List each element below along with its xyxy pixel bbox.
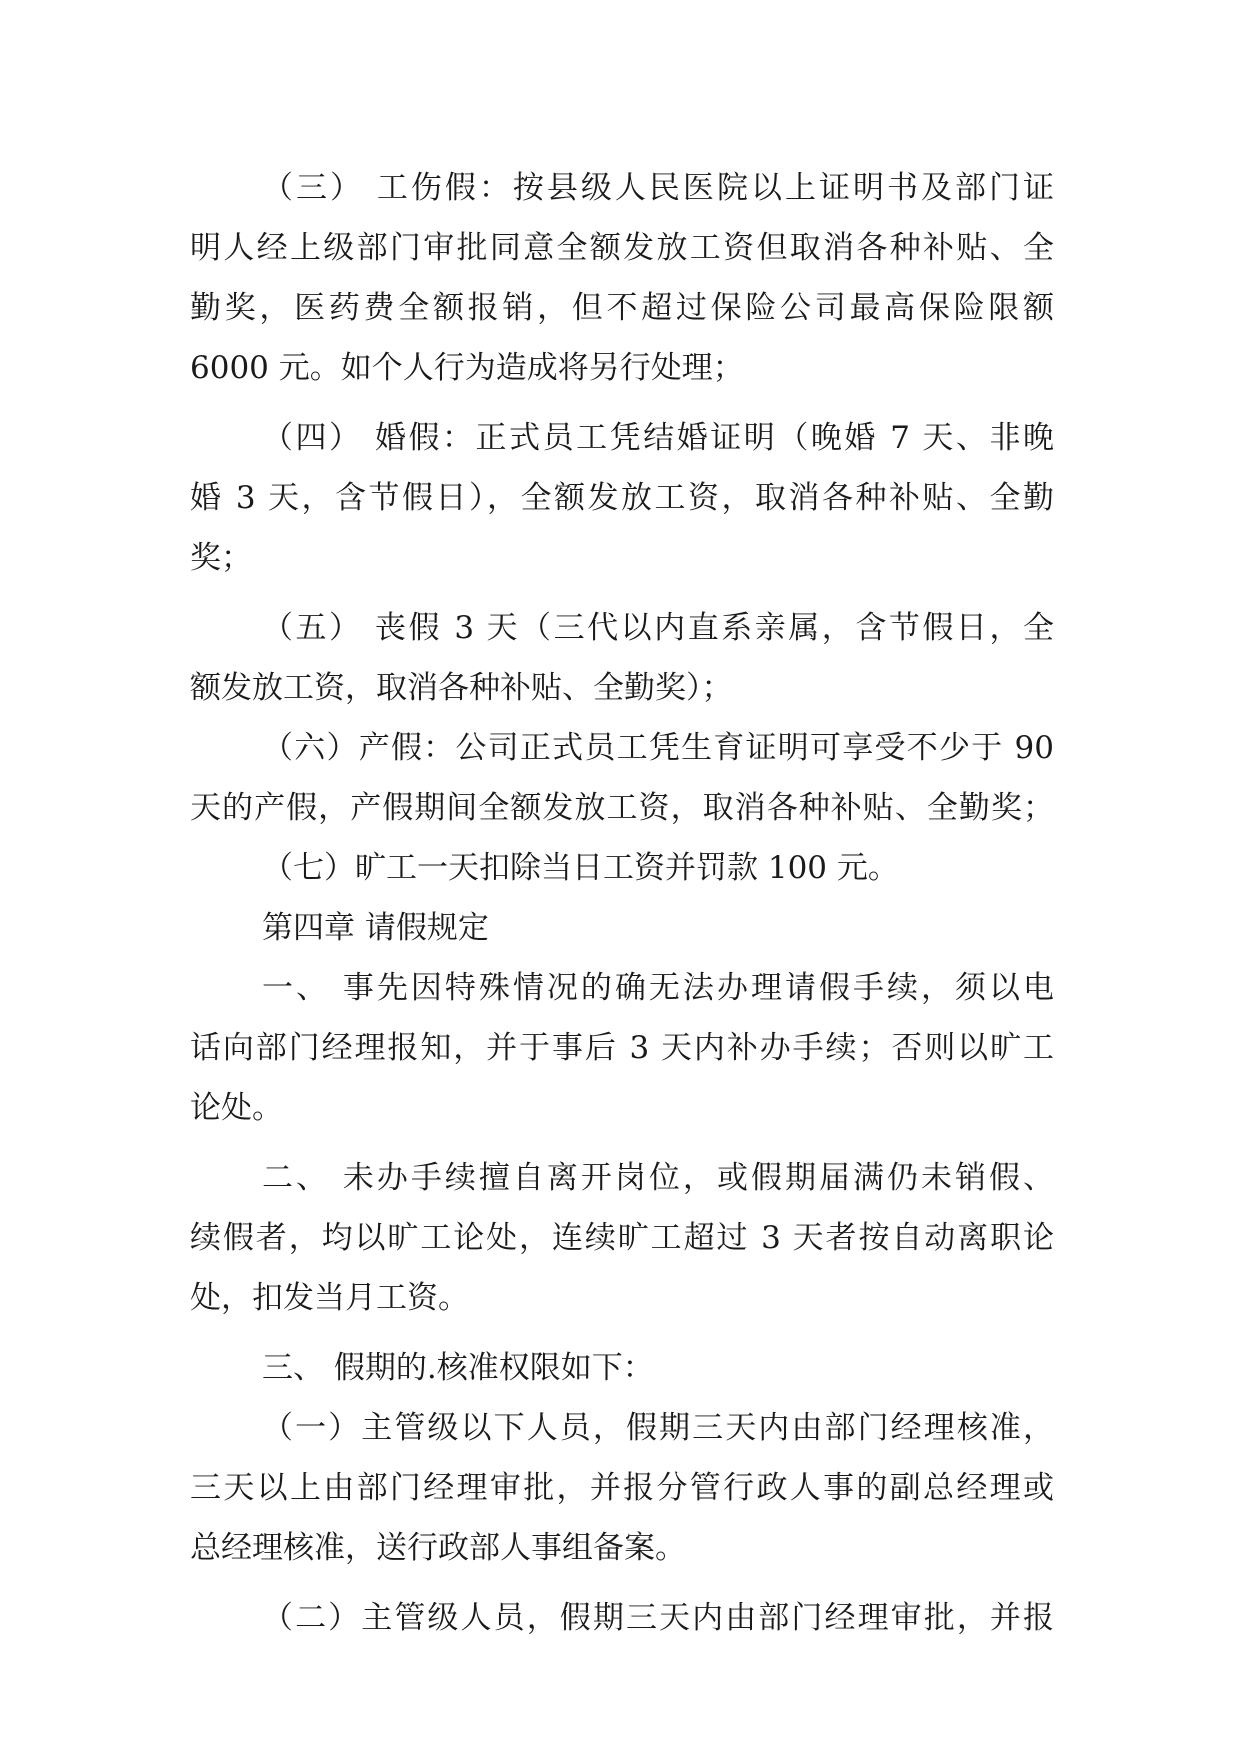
paragraph-line: （五） 丧假 3 天（三代以内直系亲属，含节假日，全 [262, 610, 1054, 646]
paragraph-gap [190, 588, 1054, 598]
paragraph-gap [190, 398, 1054, 408]
paragraph-line: 额发放工资，取消各种补贴、全勤奖）； [190, 670, 733, 706]
paragraph-line: （六）产假：公司正式员工凭生育证明可享受不少于 90 [262, 730, 1054, 766]
paragraph-line: 三、 假期的.核准权限如下： [262, 1350, 654, 1386]
paragraph-line: 三天以上由部门经理审批，并报分管行政人事的副总经理或 [190, 1470, 1054, 1506]
chapter-heading: 第四章 请假规定 [262, 910, 489, 946]
document-page [190, 158, 1054, 1648]
paragraph-line: 处，扣发当月工资。 [190, 1280, 469, 1316]
paragraph-line: （七）旷工一天扣除当日工资并罚款 100 元。 [262, 850, 899, 886]
paragraph-line: 话向部门经理报知，并于事后 3 天内补办手续；否则以旷工 [190, 1030, 1054, 1066]
paragraph-gap [190, 1138, 1054, 1148]
paragraph-line: 一、 事先因特殊情况的确无法办理请假手续，须以电 [262, 970, 1054, 1006]
paragraph-line: （一）主管级以下人员，假期三天内由部门经理核准， [262, 1410, 1054, 1446]
paragraph-line: 勤奖，医药费全额报销，但不超过保险公司最高保险限额 [190, 290, 1054, 326]
paragraph-line: 总经理核准，送行政部人事组备案。 [190, 1530, 686, 1566]
paragraph-line: 奖； [190, 540, 252, 576]
paragraph-gap [190, 1578, 1054, 1588]
paragraph-line: （三） 工伤假：按县级人民医院以上证明书及部门证 [262, 170, 1054, 206]
paragraph-line: 续假者，均以旷工论处，连续旷工超过 3 天者按自动离职论 [190, 1220, 1054, 1256]
paragraph-line: 二、 未办手续擅自离开岗位，或假期届满仍未销假、 [262, 1160, 1054, 1196]
paragraph-line: （四） 婚假：正式员工凭结婚证明（晚婚 7 天、非晚 [262, 420, 1054, 456]
paragraph-line: （二）主管级人员，假期三天内由部门经理审批，并报 [262, 1600, 1054, 1636]
paragraph-line: 天的产假，产假期间全额发放工资，取消各种补贴、全勤奖； [190, 790, 1054, 826]
paragraph-line: 论处。 [190, 1090, 283, 1126]
paragraph-line: 6000 元。如个人行为造成将另行处理； [190, 350, 744, 386]
paragraph-line: 明人经上级部门审批同意全额发放工资但取消各种补贴、全 [190, 230, 1054, 266]
paragraph-gap [190, 1328, 1054, 1338]
paragraph-line: 婚 3 天，含节假日），全额发放工资，取消各种补贴、全勤 [190, 480, 1054, 516]
